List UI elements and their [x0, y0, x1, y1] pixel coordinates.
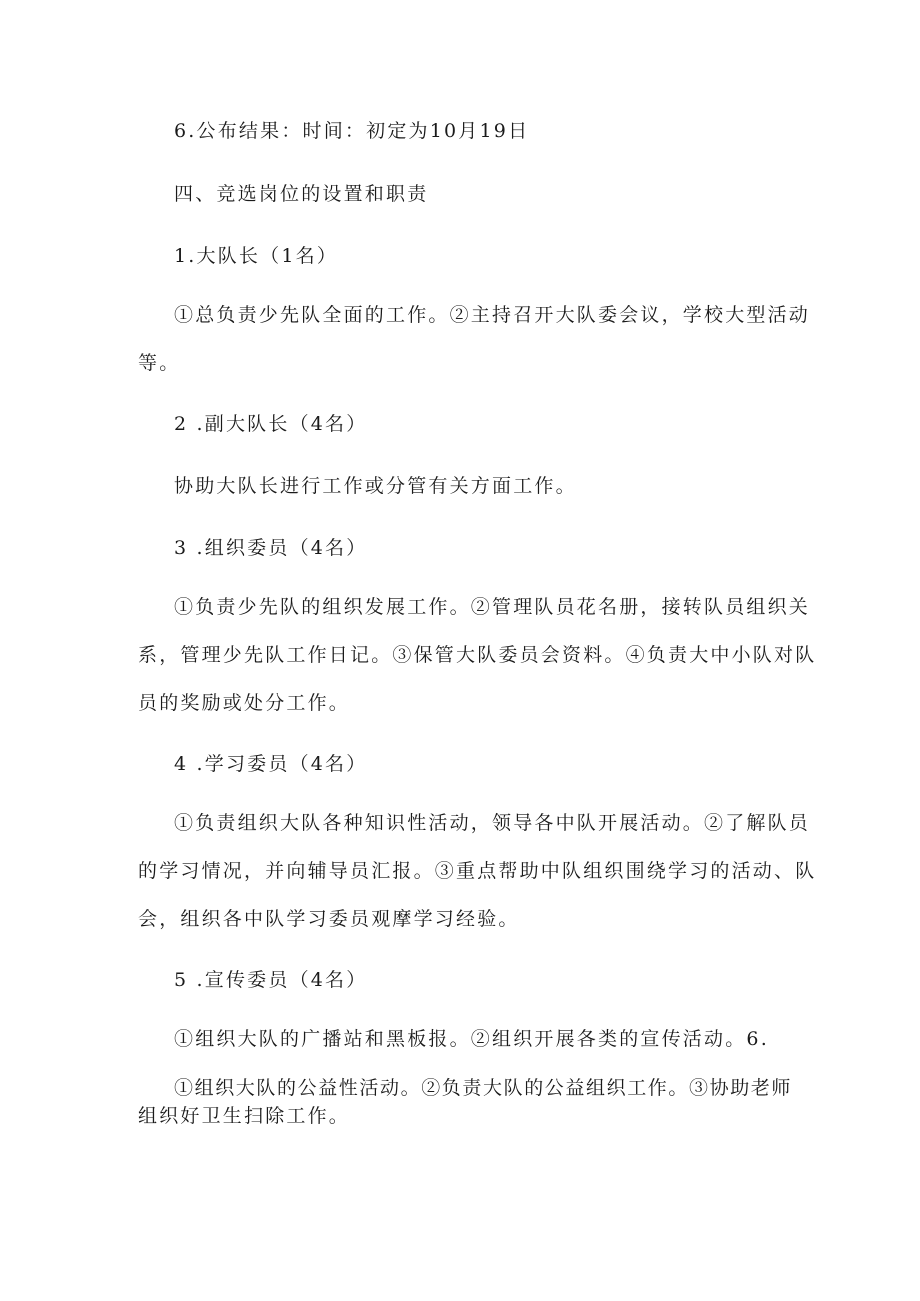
- paragraph-line: 会，组织各中队学习委员观摩学习经验。: [138, 908, 520, 930]
- paragraph-line: ①负责组织大队各种知识性活动，领导各中队开展活动。②了解队员: [174, 812, 811, 834]
- section-heading: 四、竞选岗位的设置和职责: [174, 183, 429, 205]
- paragraph-line: 协助大队长进行工作或分管有关方面工作。: [174, 475, 577, 497]
- paragraph-line: 组织好卫生扫除工作。: [138, 1105, 351, 1127]
- result-announcement-line: 6.公布结果：时间：初定为10月19日: [174, 120, 530, 142]
- paragraph-line: ①负责少先队的组织发展工作。②管理队员花名册，接转队员组织关: [174, 596, 811, 618]
- position-title-publicity: 5 .宣传委员（4名）: [174, 969, 368, 991]
- paragraph-line: ①组织大队的公益性活动。②负责大队的公益组织工作。③协助老师: [174, 1077, 793, 1099]
- position-title-captain: 1.大队长（1名）: [174, 245, 339, 267]
- paragraph-line: ①总负责少先队全面的工作。②主持召开大队委会议，学校大型活动: [174, 304, 811, 326]
- position-title-organization: 3 .组织委员（4名）: [174, 537, 368, 559]
- paragraph-line: 的学习情况，并向辅导员汇报。③重点帮助中队组织围绕学习的活动、队: [138, 860, 817, 882]
- paragraph-line: 员的奖励或处分工作。: [138, 692, 351, 714]
- position-title-vice-captain: 2 .副大队长（4名）: [174, 413, 368, 435]
- position-title-study: 4 .学习委员（4名）: [174, 753, 368, 775]
- paragraph-line: 等。: [138, 352, 181, 374]
- paragraph-line: 系，管理少先队工作日记。③保管大队委员会资料。④负责大中小队对队: [138, 644, 817, 666]
- paragraph-line: ①组织大队的广播站和黑板报。②组织开展各类的宣传活动。6.: [174, 1028, 769, 1050]
